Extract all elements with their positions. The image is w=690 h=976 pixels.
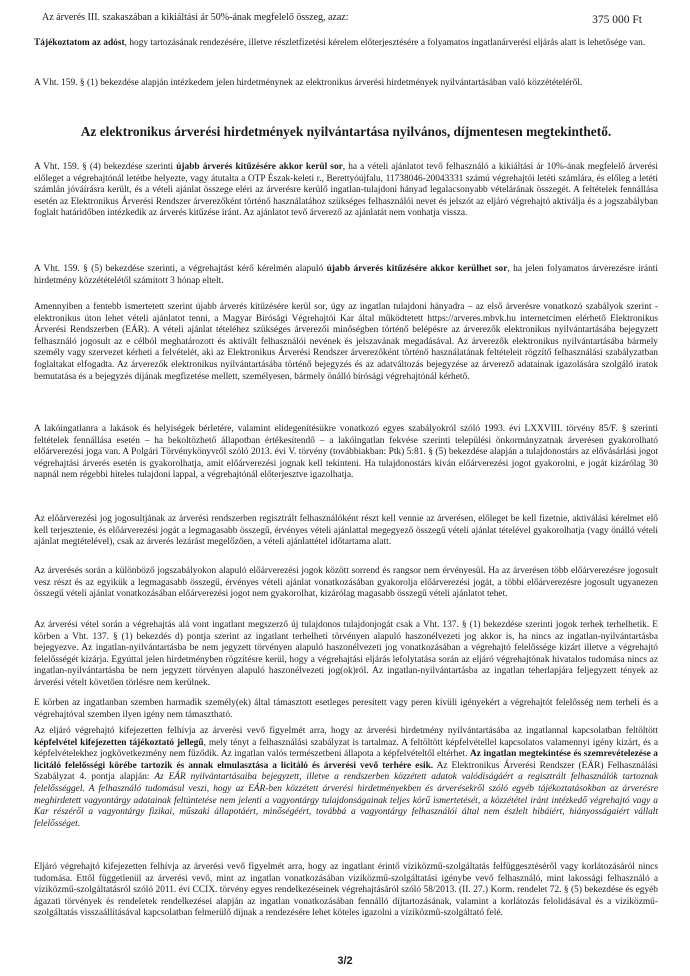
summary-amount: 375 000 Ft (592, 14, 642, 26)
vht159-1-paragraph (34, 78, 658, 90)
third-party-text: E körben az ingatlanban szemben harmadik személy(ek) által támasztott esetleges peresített vagy peren kívüli igényekért a végrehajtót felelősség nem terheli és a végrehajtóval szemben ilyen igény nem támasztható. (34, 698, 658, 720)
vht159-5-paragraph (34, 264, 658, 287)
auction-stage-summary (42, 12, 642, 24)
condition-bold-image: képfelvétel kifejezetten tájékoztató jellegű (34, 737, 204, 748)
condition-paragraph (34, 726, 658, 830)
condition-text-c: , mely tényt a felhasználási szabályzat is tartalmaz. A feltöltött képfelvétellel kapcsolatos valamennyi igény kizárt, és a képfelvételekhez jogkövetkezmény nem fűződik. Az ingatlan valós természetbeni állapota a képfelvételtől eltérhet. (34, 737, 658, 760)
online-bidding-paragraph (34, 302, 658, 383)
encumbrances-text: Az árverési vétel során a végrehajtás alá vont ingatlant megszerző új tulajdonos tulajdonjogát csak a Vht. 137. § (1) bekezdése szerinti jogok terhek terhelhetik. E körben a Vht. 137. § (1) bekezdés d) pontja szerint az ingatlant terhelheti törvényen alapuló haszonélvezeti jog akkor is, ha nincs az ingatlan-nyilvántartásba bejegyezve. Az ingatlan-nyilvántartásba be nem jegyzett törvényen alapuló haszonélvezeti jog vonatkozásában a végrehajtó felelőssége kizárt illetve a végrehajtó felelősségét kizárja. Egyúttal jelen hirdetményben rögzítésre kerül, hogy a végrehajtási eljárás lefolytatása során az eljáró végrehajtónak hivatalos tudomása nincs az ingatlan-nyilvántartásba be nem jegyzett törvényen alapuló haszonélvezeti jog(ok)ról. Az ingatlan-nyilvántartásba az ingatlan teherlapjára feljegyzett tények az árverési vételt követően törlésre nem kerülnek. (34, 620, 658, 688)
preemption-bidding-paragraph (34, 514, 658, 549)
preemption-paragraph (34, 424, 658, 482)
preemption-text: A lakóingatlanra a lakások és helyiségek bérletére, valamint elidegenítésükre vonatkozó egyes szabályokról szóló 1993. évi LXXVIII. törvény 85/F. § szerinti feltételek fennállása esetén – ha bekoltözhető állapotban értékesítendő – a lakóingatlan fekvése szerinti települési önkormányzatnak árverésen gyakorolható előárverezési joga van. A Polgári Törvénykönyvről szóló 2013. évi V. törvény (továbbiakban: Ptk) 5:81. § (5) bekezdése alapján a tulajdonostárs az elővásárlási jogot végrehajtási árverés esetén is gyakorolhatja, amit előárverezési jognak kell tekinteni. Ha tulajdonostárs kíván előárverezési jogot gyakorolni, e jogát kizárólag 30 napnál nem régebbi hiteles tulajdoni lappal, a végrehajtónál előterjesztve igazolhatja. (34, 424, 658, 481)
condition-bold-inspection: Az ingatlan megtekintése és szemrevételezése a licitáló felelősségi körébe tartozik és annak elmulasztása a licitáló és árverési vevő terhére esik. (34, 749, 658, 771)
vht159-5-text-c: , ha jelen folyamatos árverezésre iránti hirdetmény közzétételétől számított 3 hónap eltelt. (34, 264, 658, 286)
preemption-order-paragraph (34, 566, 658, 601)
condition-text-e: Az Elektronikus Árverési Rendszer (EÁR) Felhasználási Szabályzat 4. pontja alapján: (34, 760, 658, 783)
condition-text-a: Az eljáró végrehajtó kifejezetten felhívja az árverési vevő figyelmét arra, hogy az árverési hirdetmény nyilvántartásába az ingatlannal kapcsolatban feltöltött (34, 726, 658, 736)
encumbrances-paragraph (34, 620, 658, 690)
preemption-bidding-text: Az előárverezési jog jogosultjának az árverési rendszerben regisztrált felhasználóként részt kell vennie az árverésen, előleget be kell fizetnie, aktiválási kérelmet elő kell terjesztenie, és előárverezési jogát a legmagasabb összegű, érvényes vételi ajánlattal megegyező összegű vételi ajánlat tételével gyakorolhatja (vagy önálló vételi ajánlat megtételével), csak az árverés lezárást megelőzően, a vételi ajánlattétel időtartama alatt. (34, 514, 658, 548)
summary-text: Az árverés III. szakaszában a kikiáltási ár 50%-ának megfelelő összeg, azaz: (42, 12, 349, 23)
vht159-4-paragraph (34, 162, 658, 220)
debtor-notice-bold: Tájékoztatom az adóst (34, 38, 125, 48)
vht159-5-text-a: A Vht. 159. § (5) bekezdése szerinti, a végrehajtást kérő kérelmén alapuló (34, 264, 327, 274)
utilities-paragraph (34, 862, 658, 920)
vht159-5-bold: újabb árverés kitűzésére akkor kerülhet sor (326, 264, 508, 274)
page-number: 3/2 (337, 955, 353, 967)
debtor-notice-text: , hogy tartozásának rendezésére, illetve részletfizetési kérelem előterjesztésére a folyamatos ingatlanárverési eljárás alatt is lehetősége van. (124, 38, 646, 48)
debtor-notice-paragraph (34, 38, 658, 50)
vht159-4-text-c: , ha a vételi ajánlatot tevő felhasználó a kikiáltási ár 10%-ának megfelelő árverési előleget a végrehajtónál letétbe helyezte, vagy átutalta a OTP Észak-keleti r., Berettyóújfalu, 11738046-20043331 számú végrehajtói letéti számlára, és előleg a letéti számlán jóváírásra került, és a vételi ajánlat összege eléri az árverésre kerülő ingatlan-tulajdoni hányad legalacsonyabb vételárának összegét. A feltételek fennállása esetén az Elektronikus Árverési Rendszer árverezőként történő használatához szükséges felhasználói nevet és jelszót az eljáró végrehajtó aktiválja és a jogszabályban foglalt határidőben intézkedik az árverés kitűzése iránt. Az ajánlatot tevő árverező az ajánlatát nem vonhatja vissza. (34, 162, 658, 219)
online-bidding-text: Amennyiben a fentebb ismertetett szerint újabb árverés kitűzésére kerül sor, úgy az ingatlan tulajdoni hányadra – az első árverésre vonatkozó szabályok szerint - elektronikus úton lehet vételi ajánlatot tenni, a Magyar Bírósági Végrehajtói Kar által működtetett https://arveres.mbvk.hu internetcímen elérhető Elektronikus Árverési Rendszerben (EÁR). A vételi ajánlat tételéhez szükséges árverezői minőségben történő belépésre az árverezők elektronikus nyilvántartásába bejegyzett felhasználó jogosult az e célból meghatározott és aktivált felhasználói nevének és jelszavának megadásával. Az árverezők elektronikus nyilvántartásába bármely személy vagy szervezet kérheti a felvételét, aki az Elektronikus Árverési Rendszer árverezőként történő használatának feltételeit rögzítő felhasználási szabályzatban foglaltakat elfogadta. Az árverezők elektronikus nyilvántartásába történő bejegyzés és az adatváltozás bejegyzése az árverező adatainak igazolására szolgáló iratok bemutatása és a bejegyzés díjának megfizetése mellett, személyesen, bármely önálló bírósági végrehajtónál kérhető. (34, 302, 658, 382)
vht159-1-text: A Vht. 159. § (1) bekezdése alapján intézkedem jelen hirdetménynek az elektronikus árverési hirdetmények nyilvántartásában való közzétételéről. (34, 78, 583, 88)
third-party-paragraph (34, 698, 658, 721)
utilities-text: Eljáró végrehajtó kifejezetten felhívja az árverési vevő figyelmét arra, hogy az ingatlant érintő víziközmű-szolgáltatás felfüggesztéséről vagy korlátozásáról nincs tudomása. Ettől függetlenül az árverési vevő, mint az ingatlan vonatkozásában víziközmű-szolgáltatási igénybe vevő felhasználó, mint lakossági felhasználó a víziközmű-szolgáltatásról szóló 2011. évi CCIX. törvény egyes rendelkezéseinek végrehajtásáról szóló 58/2013. (II. 27.) Korm. rendelet 72. § (5) bekezdése és egyéb ágazati törvények és rendeletek rendelkezései alapján az ingatlan vonatkozásában fennálló díjtartozásának, valamint a korlátozás felolidásával és a víziközmű-szolgáltatás visszaállításával kapcsolatban felmerülő díjnak a rendezésére lehet köteles igazolni a víziközmű-szolgáltató felé. (34, 862, 658, 919)
condition-italic-quote: Az EÁR nyilvántartásaiba bejegyzett, illetve a rendszerben közzétett adatok valódiságáért a regisztrált felhasználók tartoznak felelősséggel. A felhasználó tudomásul veszi, hogy az EÁR-ben közzétett árverési hirdetményekben és árverésekről szóló egyéb tájékoztatásokban az árverésre meghirdetett vagyontárgy adatainak feltüntetése nem jelenti a vagyontárgy tulajdonságainak teljes körű ismertetését, a közzététel iránt intézkedő végrehajtó vagy a Kar részéről a vagyontárgy fizikai, műszaki állapotáért, minőségéért, továbbá a vagyontárgy felhasználói által nem észlelt hibáiért, hiányosságaiért vállalt felelősséget. (34, 772, 658, 829)
page-heading: Az elektronikus árverési hirdetmények nyilvántartása nyilvános, díjmentesen megtekinthető. (80, 124, 612, 139)
preemption-order-text: Az árverésés során a különböző jogszabályokon alapuló előárverezési jogok között sorrend és rangsor nem érvényesül. Ha az árverésen több előárverezésre jogosult vesz részt és az egyikük a legmagasabb összegű, érvényes vételi ajánlat vonatkozásában gyakorolja előárverezési jogát, a többi előárverezésre jogosult ugyanezen összegű vételi ajánlat vonatkozásában előárverezési jogot nem gyakorolhat, kizárólag magasabb összegű vételi ajánlatot tehet. (34, 566, 658, 600)
vht159-4-bold: újabb árverés kitűzésére akkor kerül sor (176, 162, 343, 172)
vht159-4-text-a: A Vht. 159. § (4) bekezdése szerinti (34, 162, 177, 172)
